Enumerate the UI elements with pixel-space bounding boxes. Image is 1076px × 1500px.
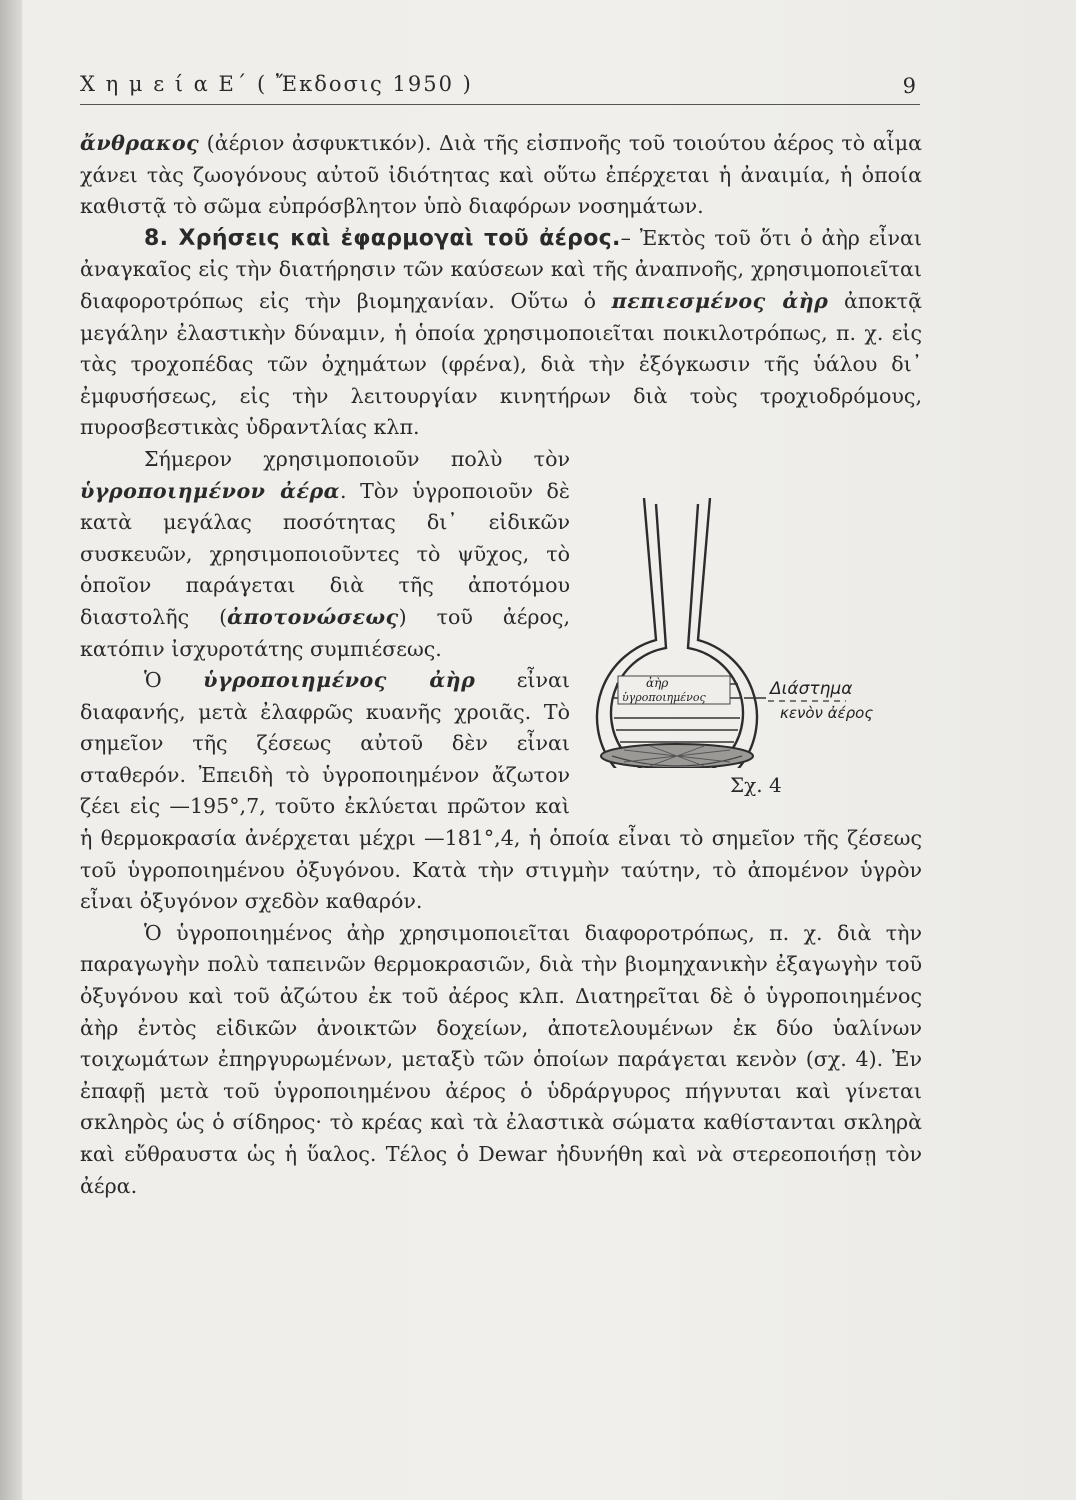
figure-caption: Σχ. 4 — [730, 772, 782, 797]
term-expansion: ἀποτονώσεως — [227, 604, 399, 629]
term-liquid-air: ὑγροποιημένον ἀέρα — [80, 478, 341, 503]
side-label-space: Διάστημα — [770, 678, 853, 699]
flask-outer-wall — [597, 498, 757, 768]
inside-label-liquefied: ὑγροποιημένος — [622, 690, 706, 704]
header-rule — [80, 104, 920, 105]
paragraph-liquid-air-text-c: ) τοῦ ἀέρος, κατόπιν ἰσχυροτάτης συμπιέσεως. — [80, 604, 570, 661]
paragraph-applications: Ὁ ὑγροποιημένος ἀὴρ χρησιμοποιεῖται διαφοροτρόπως, π. χ. διὰ τὴν παραγωγὴν πολὺ ταπεινῶν θερμοκρασιῶν, διὰ τὴν βιομηχανικὴν ἐξαγωγὴν τοῦ ὀξυγόνου καὶ τοῦ ἀζώτου ἐκ τοῦ ἀέρος κλπ. Διατηρεῖται δὲ ὁ ὑγροποιημένος ἀὴρ ἐντὸς εἰδικῶν ἀνοικτῶν δοχείων, ἀποτελουμένων ἐκ δύο ὑαλίνων τοιχωμάτων ἐπηργυρωμένων, μεταξὺ τῶν ὁποίων παράγεται κενὸν (σχ. 4). Ἐν ἐπαφῇ μετὰ τοῦ ὑγροποιημένου ἀέρος ὁ ὑδράργυρος πήγνυται καὶ γίνεται σκληρὸς ὡς ὁ σίδηρος· τὸ κρέας καὶ τὰ ἐλαστικὰ σώματα καθίστανται σκληρὰ καὶ εὔθραυστα ὡς ἡ ὕαλος. Τέλος ὁ Dewar ἠδυνήθη καὶ νὰ στερεοποιήσῃ τὸν ἀέρα. — [80, 920, 922, 1198]
term-liquefied-air: ὑγροποιημένος ἀὴρ — [203, 668, 476, 693]
term-compressed-air: πεπιεσμένος ἀὴρ — [611, 288, 829, 313]
paragraph-anaemia-text: (ἀέριον ἀσφυκτικόν). Διὰ τῆς εἰσπνοῆς τοῦ τοιούτου ἀέρος τὸ αἷμα χάνει τὰς ζωογόνους αὐτοῦ ἰδιότητας καὶ οὕτω ἐπέρχεται ἡ ἀναιμία, ἡ ὁποία καθιστᾷ τὸ σῶμα εὐπρόσβλητον ὑπὸ διαφόρων νοσημάτων. — [80, 131, 922, 219]
dewar-flask-drawing — [584, 458, 922, 768]
paragraph-liquid-air-text-b: . Τὸν ὑγροποιοῦν δὲ κατὰ μεγάλας ποσότητας δι᾿ εἰδικῶν συσκευῶν, χρησιμοποιοῦντες τὸ ψῦχος, τὸ ὁποῖον παράγεται διὰ τῆς ἀποτόμου διαστολῆς ( — [80, 478, 570, 629]
page-number: 9 — [902, 74, 916, 98]
paragraph-uses — [80, 223, 922, 444]
side-label-vacuum: κενὸν ἀέρος — [780, 703, 874, 722]
paragraph-uses-text-b: ἀποκτᾷ μεγάλην ἐλαστικὴν δύναμιν, ἡ ὁποία χρησιμοποιεῖται ποικιλοτρόπως, π. χ. εἰς τὰς τροχοπέδας τῶν ὀχημάτων (φρένα), διὰ τὴν ἐξόγκωσιν τῆς ὑάλου δι᾿ ἐμφυσήσεως, εἰς τὴν λειτουργίαν κινητήρων διὰ τοὺς τροχιοδρόμους, πυροσβεστικὰς ὑδραντλίας κλπ. — [80, 288, 922, 440]
paragraph-properties-text-b: εἶναι διαφανής, μετὰ ἐλαφρῶς κυανῆς χροιᾶς. Τὸ σημεῖον τῆς ζέσεως αὐτοῦ δὲν εἶναι σταθερόν. Ἐπειδὴ τὸ ὑγροποιημένον ἄζωτον ζέει εἰς —195°,7, τοῦτο ἐκλύεται πρῶτον καὶ ἡ θερμοκρασία ἀνέρχεται μέχρι —181°,4, ἡ ὁποία εἶναι τὸ σημεῖον τῆς ζέσεως τοῦ ὑγροποιημένου ὀξυγόνου. Κατὰ τὴν στιγμὴν ταύτην, τὸ ἀπομένον ὑγρὸν εἶναι ὀξυγόνον σχεδὸν καθαρόν. — [80, 668, 922, 914]
flask-stand — [601, 744, 753, 768]
paragraph-anaemia — [80, 128, 922, 223]
paragraph-properties-text-a: Ὁ — [144, 668, 204, 693]
running-header — [80, 66, 920, 106]
term-anthrakos: ἄνθρακος — [80, 131, 200, 155]
figure-4 — [584, 452, 922, 814]
body-text — [80, 128, 922, 1202]
flask-inner-wall — [611, 504, 743, 768]
book-binding-shadow — [0, 0, 22, 1500]
running-title: Χ η μ ε ί α Ε΄ ( Ἔκδοσις 1950 ) — [80, 72, 473, 96]
inside-label-air: ἀὴρ — [646, 675, 669, 690]
paragraph-liquid-air-text-a: Σήμερον χρησιμοποιοῦν πολὺ τὸν — [144, 446, 570, 471]
section-title: 8. Χρήσεις καὶ ἐφαρμογαὶ τοῦ ἀέρος. — [144, 225, 621, 251]
paragraph-uses-text-a: – Ἐκτὸς τοῦ ὅτι ὁ ἀὴρ εἶναι ἀναγκαῖος εἰς τὴν διατήρησιν τῶν καύσεων καὶ τῆς ἀναπνοῆς, χρησιμοποιεῖται διαφοροτρόπως εἰς τὴν βιομηχανίαν. Οὕτω ὁ — [80, 225, 922, 313]
